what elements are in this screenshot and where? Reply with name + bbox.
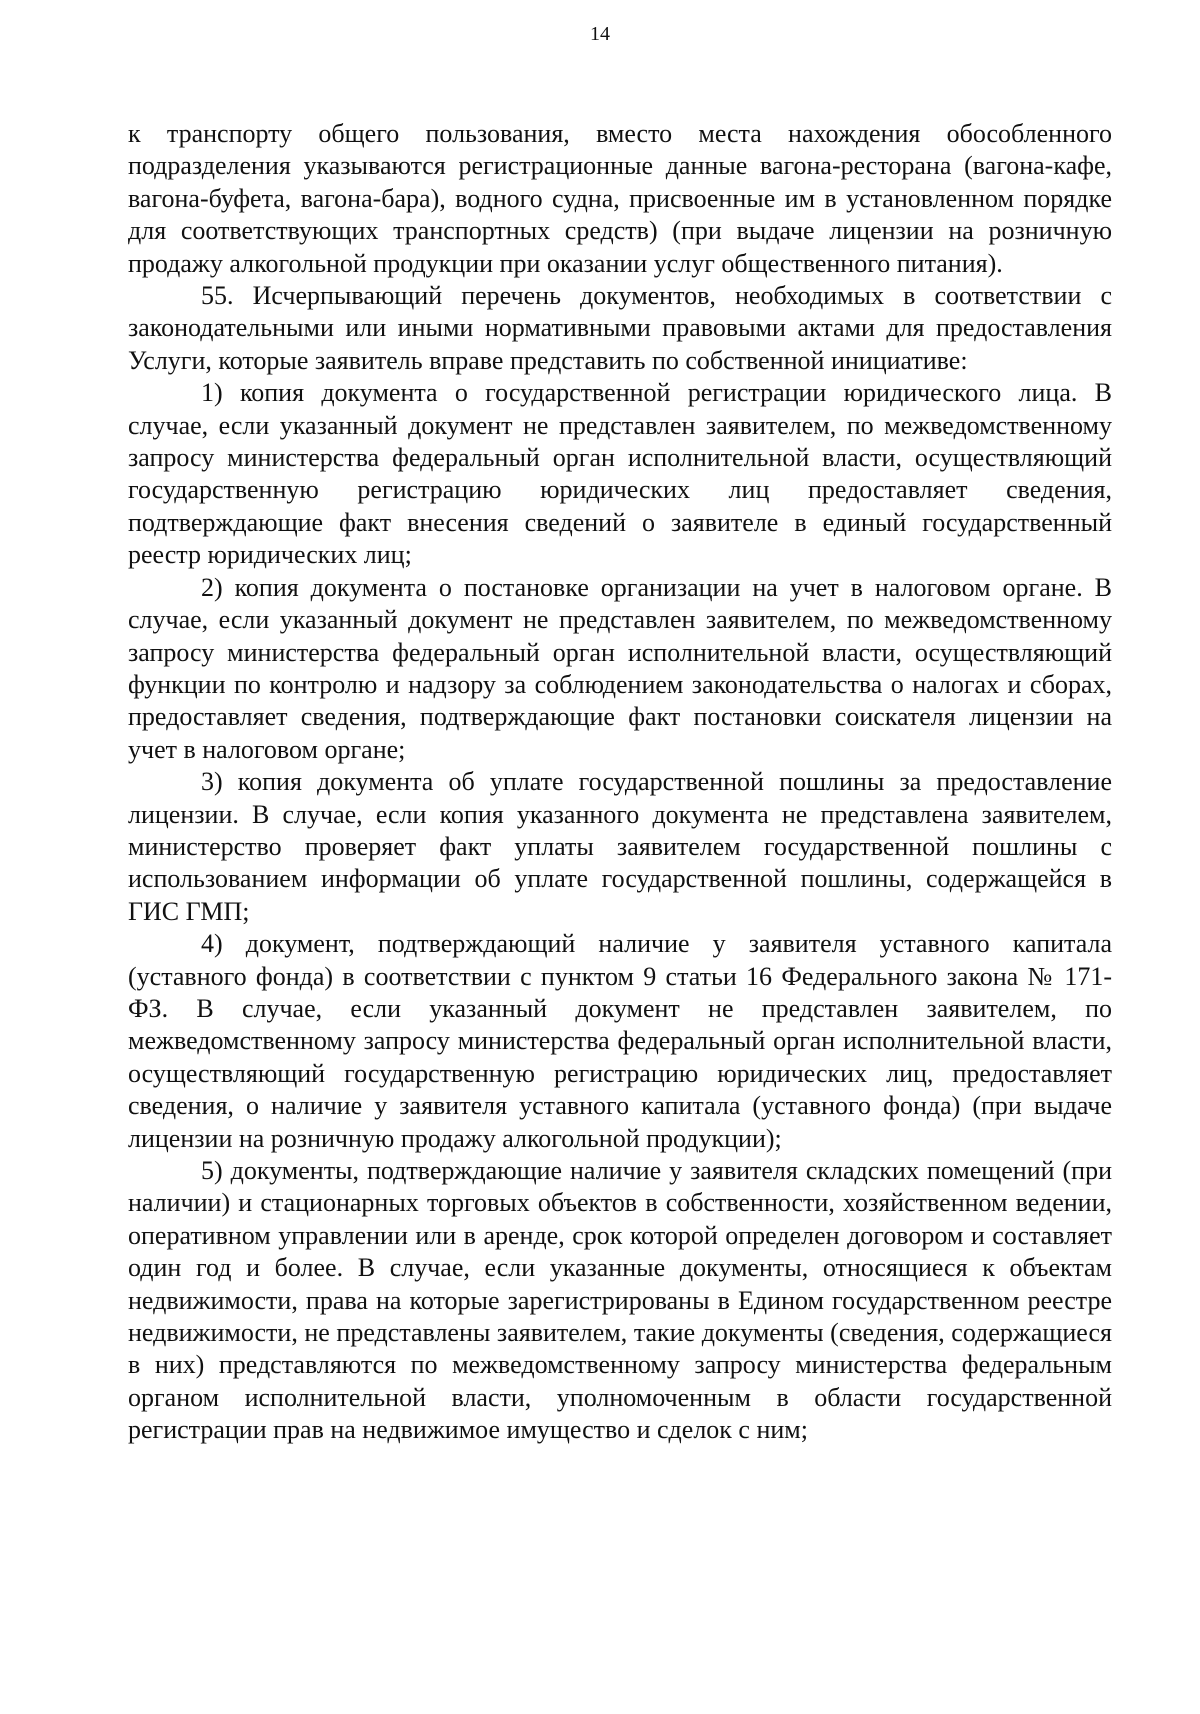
paragraph-subitem-1: 1) копия документа о государственной регистрации юридического лица. В случае, если указанный документ не представлен заявителем, по межведомственному запросу министерства федеральный орган исполнительной власти, осуществляющий государственную регистрацию юридических лиц предоставляет сведения, подтверждающие факт внесения сведений о заявителе в единый государственный реестр юридических лиц; bbox=[128, 378, 1112, 570]
paragraph-subitem-4: 4) документ, подтверждающий наличие у заявителя уставного капитала (уставного фонда) в соответствии с пунктом 9 статьи 16 Федерального закона № 171-ФЗ. В случае, если указанный документ не представлен заявителем, по межведомственному запросу министерства федеральный орган исполнительной власти, осуществляющий государственную регистрацию юридических лиц, предоставляет сведения, о наличие у заявителя уставного капитала (уставного фонда) (при выдаче лицензии на розничную продажу алкогольной продукции); bbox=[128, 929, 1112, 1153]
document-body bbox=[128, 118, 1112, 1447]
page-number: 14 bbox=[590, 23, 610, 45]
paragraph-subitem-2: 2) копия документа о постановке организации на учет в налоговом органе. В случае, если указанный документ не представлен заявителем, по межведомственному запросу министерства федеральный орган исполнительной власти, осуществляющий функции по контролю и надзору за соблюдением законодательства о налогах и сборах, предоставляет сведения, подтверждающие факт постановки соискателя лицензии на учет в налоговом органе; bbox=[128, 572, 1112, 764]
paragraph-subitem-5: 5) документы, подтверждающие наличие у заявителя складских помещений (при наличии) и стационарных торговых объектов в собственности, хозяйственном ведении, оперативном управлении или в аренде, срок которой определен договором и составляет один год и более. В случае, если указанные документы, относящиеся к объектам недвижимости, права на которые зарегистрированы в Едином государственном реестре недвижимости, не представлены заявителем, такие документы (сведения, содержащиеся в них) представляются по межведомственному запросу министерства федеральным органом исполнительной власти, уполномоченным в области государственной регистрации прав на недвижимое имущество и сделок с ним; bbox=[128, 1156, 1112, 1445]
paragraph-item-55: 55. Исчерпывающий перечень документов, необходимых в соответствии с законодательными или иными нормативными правовыми актами для предоставления Услуги, которые заявитель вправе представить по собственной инициативе: bbox=[128, 281, 1112, 375]
paragraph-subitem-3: 3) копия документа об уплате государственной пошлины за предоставление лицензии. В случае, если копия указанного документа не представлена заявителем, министерство проверяет факт уплаты заявителем государственной пошлины с использованием информации об уплате государственной пошлины, содержащейся в ГИС ГМП; bbox=[128, 767, 1112, 926]
paragraph-continuation: к транспорту общего пользования, вместо места нахождения обособленного подразделения указываются регистрационные данные вагона-ресторана (вагона-кафе, вагона-буфета, вагона-бара), водного судна, присвоенные им в установленном порядке для соответствующих транспортных средств) (при выдаче лицензии на розничную продажу алкогольной продукции при оказании услуг общественного питания). bbox=[128, 119, 1112, 278]
